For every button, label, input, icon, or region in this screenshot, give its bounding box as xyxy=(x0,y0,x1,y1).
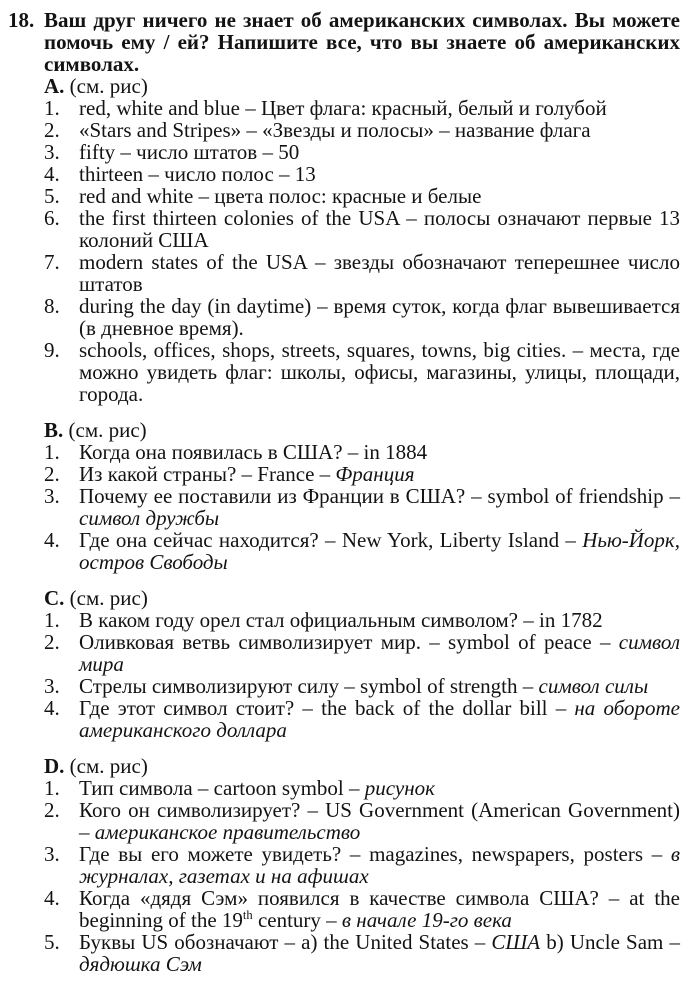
item-number: 1. xyxy=(44,608,60,632)
list-item xyxy=(44,185,680,207)
text-run: «Stars and Stripes» – «Звезды и полосы» – название флага xyxy=(79,118,591,142)
item-number: 1. xyxy=(44,96,60,120)
item-number: 1. xyxy=(44,440,60,464)
italic-text: символ мира xyxy=(79,630,680,676)
item-text xyxy=(79,485,680,529)
list-item xyxy=(44,631,680,675)
section-header xyxy=(44,755,680,777)
italic-text: США xyxy=(491,930,541,954)
sections-container xyxy=(8,75,680,975)
list-item xyxy=(44,97,680,119)
item-number: 2. xyxy=(44,118,60,142)
text-run: Оливковая ветвь символизирует мир. – symbol of peace – xyxy=(79,630,619,654)
text-run: Когда «дядя Сэм» появился в качестве символа США? – at the beginning of the 19 xyxy=(79,886,680,932)
item-text xyxy=(79,675,680,697)
item-number: 7. xyxy=(44,250,60,274)
item-number: 4. xyxy=(44,696,60,720)
list-item xyxy=(44,799,680,843)
item-text xyxy=(79,463,680,485)
item-list xyxy=(44,777,680,975)
item-text xyxy=(79,141,680,163)
section-letter: C. xyxy=(44,586,65,610)
item-text xyxy=(79,251,680,295)
section-letter: B. xyxy=(44,418,64,442)
section-letter: D. xyxy=(44,754,65,778)
item-number: 8. xyxy=(44,294,60,318)
section-note: (см. рис) xyxy=(64,74,148,98)
item-number: 9. xyxy=(44,338,60,362)
item-number: 3. xyxy=(44,674,60,698)
text-run: В каком году орел стал официальным символом? – in 1782 xyxy=(79,608,603,632)
item-number: 4. xyxy=(44,528,60,552)
text-run: red, white and blue – Цвет флага: красный, белый и голубой xyxy=(79,96,607,120)
item-text xyxy=(79,295,680,339)
section-header xyxy=(44,419,680,441)
item-number: 1. xyxy=(44,776,60,800)
text-run: thirteen – число полос – 13 xyxy=(79,162,316,186)
item-text xyxy=(79,185,680,207)
text-run: Тип символа – cartoon symbol – xyxy=(79,776,365,800)
italic-text: Франция xyxy=(335,462,415,486)
list-item xyxy=(44,207,680,251)
item-text xyxy=(79,799,680,843)
italic-text: на обороте американского доллара xyxy=(79,696,680,742)
item-number: 3. xyxy=(44,484,60,508)
section-note: (см. рис) xyxy=(64,586,148,610)
text-run: century – xyxy=(252,908,342,932)
text-run: during the day (in daytime) – время суток, когда флаг вывешивается (в дневное время). xyxy=(79,294,680,340)
item-text xyxy=(79,97,680,119)
text-run: schools, offices, shops, streets, squares, towns, big cities. – места, где можно увидеть флаг: школы, офисы, магазины, улицы, площади, города. xyxy=(79,338,680,406)
text-run: b) Uncle Sam – xyxy=(540,930,680,954)
item-list xyxy=(44,441,680,573)
list-item xyxy=(44,119,680,141)
text-run: red and white – цвета полос: красные и белые xyxy=(79,184,482,208)
section-header xyxy=(44,587,680,609)
text-run: Когда она появилась в США? – in 1884 xyxy=(79,440,428,464)
list-item xyxy=(44,485,680,529)
italic-text: Нью-Йорк, остров Свободы xyxy=(79,528,680,574)
italic-text: в журналах, газетах и на афишах xyxy=(79,842,680,888)
item-text xyxy=(79,609,680,631)
item-text xyxy=(79,119,680,141)
section xyxy=(8,755,680,975)
italic-text: рисунок xyxy=(364,776,435,800)
item-list xyxy=(44,609,680,741)
item-number: 2. xyxy=(44,462,60,486)
item-number: 3. xyxy=(44,842,60,866)
italic-text: американское правительство xyxy=(94,820,361,844)
section-note: (см. рис) xyxy=(63,418,147,442)
list-item xyxy=(44,697,680,741)
item-number: 4. xyxy=(44,162,60,186)
list-item xyxy=(44,843,680,887)
item-number: 4. xyxy=(44,886,60,910)
section-letter: A. xyxy=(44,74,65,98)
italic-text: дядюшка Сэм xyxy=(79,952,202,976)
item-text xyxy=(79,697,680,741)
item-text xyxy=(79,339,680,405)
list-item xyxy=(44,529,680,573)
section xyxy=(8,587,680,741)
list-item xyxy=(44,675,680,697)
exercise-header xyxy=(8,9,680,75)
item-text xyxy=(79,631,680,675)
superscript-text: th xyxy=(242,908,253,922)
item-number: 5. xyxy=(44,930,60,954)
item-number: 3. xyxy=(44,140,60,164)
item-list xyxy=(44,97,680,405)
item-text xyxy=(79,207,680,251)
list-item xyxy=(44,163,680,185)
section-header xyxy=(44,75,680,97)
list-item xyxy=(44,609,680,631)
text-run: modern states of the USA – звезды обозначают теперешнее число штатов xyxy=(79,250,680,296)
exercise-prompt: Ваш друг ничего не знает об американских символах. Вы можете помочь ему / ей? Напишите все, что вы знаете об американских символах. xyxy=(44,8,680,76)
text-run: Стрелы символизируют силу – symbol of strength – xyxy=(79,674,539,698)
list-item xyxy=(44,339,680,405)
list-item xyxy=(44,777,680,799)
text-run: Где вы его можете увидеть? – magazines, newspapers, posters – xyxy=(79,842,671,866)
exercise-number: 18. xyxy=(8,8,35,32)
list-item xyxy=(44,441,680,463)
section xyxy=(8,419,680,573)
list-item xyxy=(44,251,680,295)
section xyxy=(8,75,680,405)
list-item xyxy=(44,887,680,931)
text-run: fifty – число штатов – 50 xyxy=(79,140,300,164)
item-text xyxy=(79,887,680,931)
italic-text: в начале 19-го века xyxy=(341,908,512,932)
list-item xyxy=(44,463,680,485)
text-run: Кого он символизирует? – US Government (American Government) – xyxy=(79,798,680,844)
item-text xyxy=(79,529,680,573)
item-number: 5. xyxy=(44,184,60,208)
item-number: 2. xyxy=(44,630,60,654)
text-run: Из какой страны? – France – xyxy=(79,462,336,486)
section-note: (см. рис) xyxy=(64,754,148,778)
item-text xyxy=(79,931,680,975)
italic-text: символ дружбы xyxy=(79,506,220,530)
list-item xyxy=(44,931,680,975)
item-text xyxy=(79,441,680,463)
item-number: 2. xyxy=(44,798,60,822)
item-text xyxy=(79,163,680,185)
list-item xyxy=(44,141,680,163)
text-run: the first thirteen colonies of the USA – полосы означают первые 13 колоний США xyxy=(79,206,680,252)
text-run: Почему ее поставили из Франции в США? – symbol of friendship – xyxy=(79,484,680,508)
list-item xyxy=(44,295,680,339)
item-number: 6. xyxy=(44,206,60,230)
italic-text: символ силы xyxy=(538,674,649,698)
item-text xyxy=(79,777,680,799)
text-run: Буквы US обозначают – a) the United States – xyxy=(79,930,492,954)
text-run: Где она сейчас находится? – New York, Liberty Island – xyxy=(79,528,583,552)
item-text xyxy=(79,843,680,887)
text-run: Где этот символ стоит? – the back of the dollar bill – xyxy=(79,696,575,720)
